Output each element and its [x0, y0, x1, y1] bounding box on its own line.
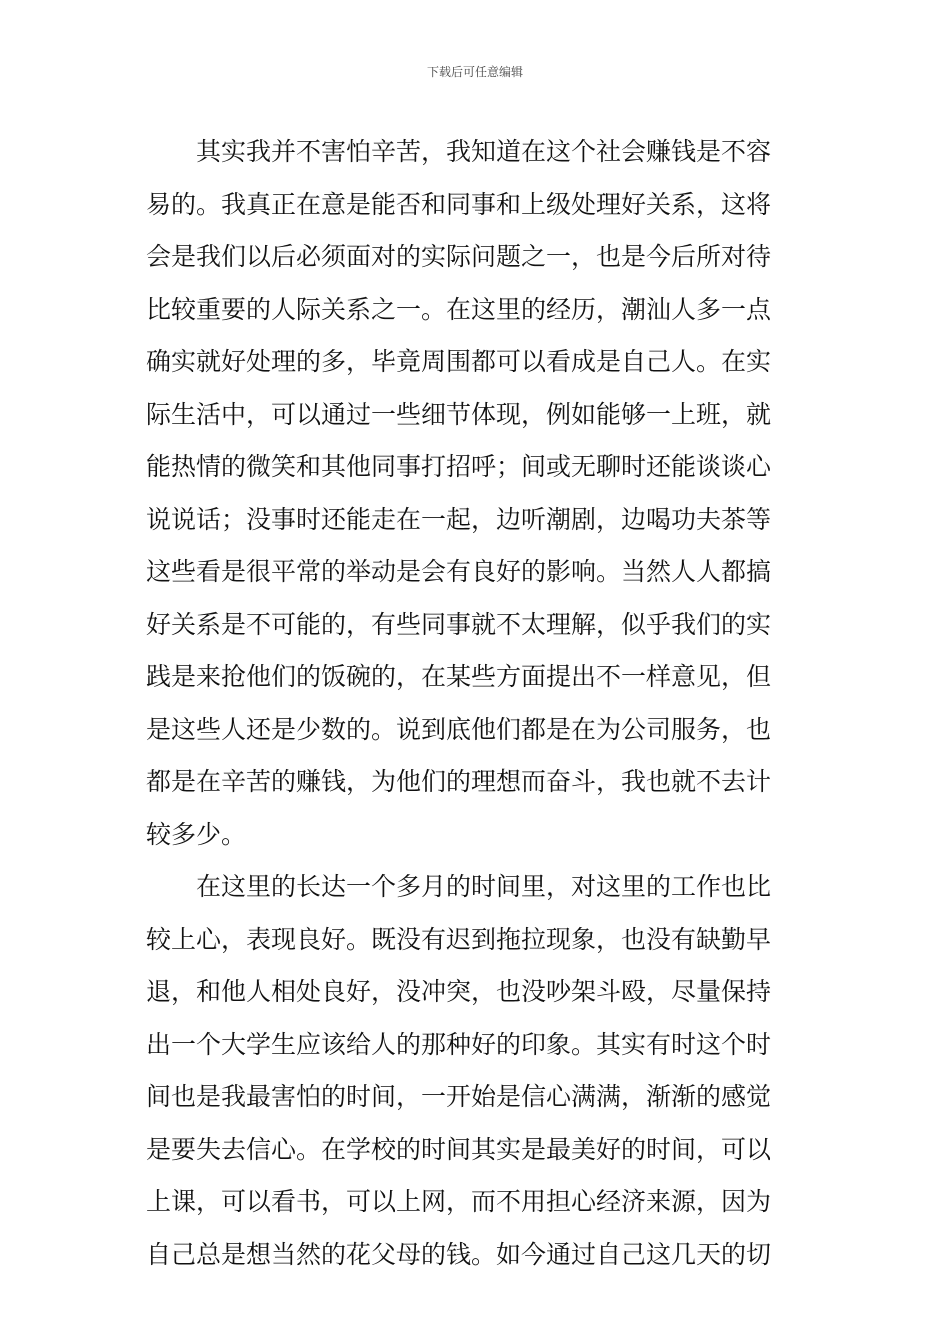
text-line: 是要失去信心。在学校的时间其实是最美好的时间，可以	[146, 1134, 772, 1164]
text-line: 间也是我最害怕的时间，一开始是信心满满，渐渐的感觉	[146, 1082, 772, 1111]
text-line: 比较重要的人际关系之一。在这里的经历，潮汕人多一点	[146, 294, 772, 324]
text-line: 是这些人还是少数的。说到底他们都是在为公司服务，也	[146, 714, 772, 744]
text-line: 好关系是不可能的，有些同事就不太理解，似乎我们的实	[146, 609, 772, 639]
text-line: 践是来抢他们的饭碗的，在某些方面提出不一样意见，但	[146, 662, 772, 691]
text-line: 际生活中，可以通过一些细节体现，例如能够一上班，就	[146, 399, 772, 429]
text-line: 自己总是想当然的花父母的钱。如今通过自己这几天的切	[146, 1239, 772, 1269]
paragraph-2	[146, 861, 806, 1281]
document-body	[146, 126, 806, 1281]
text-line: 说说话；没事时还能走在一起，边听潮剧，边喝功夫茶等	[146, 504, 772, 534]
text-line: 在这里的长达一个多月的时间里，对这里的工作也比	[196, 872, 772, 901]
text-line: 易的。我真正在意是能否和同事和上级处理好关系，这将	[146, 189, 772, 219]
text-line: 出一个大学生应该给人的那种好的印象。其实有时这个时	[146, 1029, 772, 1059]
text-line: 退，和他人相处良好，没冲突，也没吵架斗殴，尽量保持	[146, 977, 772, 1006]
text-line: 会是我们以后必须面对的实际问题之一，也是今后所对待	[146, 242, 772, 271]
text-line: 其实我并不害怕辛苦，我知道在这个社会赚钱是不容	[196, 137, 772, 166]
text-line: 较上心，表现良好。既没有迟到拖拉现象，也没有缺勤早	[146, 924, 772, 954]
text-line: 确实就好处理的多，毕竟周围都可以看成是自己人。在实	[146, 347, 772, 376]
page-header-note: 下载后可任意编辑	[426, 65, 523, 79]
text-line: 上课，可以看书，可以上网，而不用担心经济来源，因为	[146, 1187, 772, 1216]
text-line: 都是在辛苦的赚钱，为他们的理想而奋斗，我也就不去计	[146, 767, 772, 796]
text-line: 这些看是很平常的举动是会有良好的影响。当然人人都搞	[146, 557, 772, 586]
paragraph-1	[146, 126, 806, 861]
text-line: 较多少。	[146, 819, 247, 849]
text-line: 能热情的微笑和其他同事打招呼；间或无聊时还能谈谈心	[146, 452, 772, 481]
